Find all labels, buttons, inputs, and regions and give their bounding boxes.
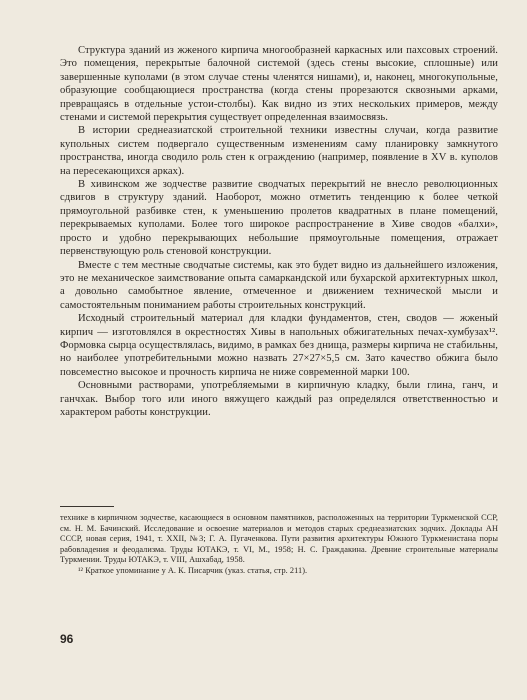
footnote-12: ¹² Краткое упоминание у А. К. Писарчик (указ. статья, стр. 211). [78,565,308,575]
paragraph: Структура зданий из жженого кирпича многообразней каркасных или пахсовых строений. Это помещения, перекрытые балочной системой (здесь стены высокие, сплошные) или завершенные куполами (в этом случае стены членятся нишами), и, наконец, многокупольные, образующие сообщающиеся пространства (когда стены прорезаются сквозными арками, превращаясь в отдельные устои-столбы). Как видно из этих нескольких примеров, между стенами и системой перекрытия существует определенная взаимосвязь. [60,45,498,124]
footnote-continuation: технике в кирпичном зодчестве, касающиеся в основном памятников, расположенных на территории Туркменской ССР, см. Н. М. Бачинский. Исследование и освоение материалов и методов старых среднеазиатских зодчих. Доклады АН СССР, новая серия, 1941, т. XXII, №3; Г. А. Пугаченкова. Пути развития архитектуры Южного Туркменистана поры рабовладения и феодализма. Труды ЮТАКЭ, т. VI, М., 1958; Н. С. Граждакина. Древние строительные материалы Туркмении. Труды ЮТАКЭ, т. VIII, Ашхабад, 1958. [60,513,498,565]
paragraph: Исходный строительный материал для кладки фундаментов, стен, сводов — жженый кирпич — изготовлялся в окрестностях Хивы в напольных обжигательных печах-хумбузах¹². Формовка сырца осуществлялась, видимо, в рамках без днища, размеры кирпича не стабильны, но наиболее употребительными можно назвать 27×27×5,5 см. Зато качество обжига было повсеместно высокое и прочность кирпича не ниже современной марки 100. [60,313,498,378]
footnote-divider [60,506,114,507]
paragraph: В истории среднеазиатской строительной техники известны случаи, когда развитие купольных систем подвергало существенным изменениям саму планировку замкнутого пространства, иногда сводило роль стен к ограждению (например, появление в XV в. куполов на пересекающихся арках). [60,125,498,177]
paragraph: Вместе с тем местные сводчатые системы, как это будет видно из дальнейшего изложения, это не механическое заимствование опыта самаркандской или бухарской архитектурных школ, а довольно самобытное явление, отмеченное и движением технической мысли и самостоятельным пониманием работы строительных конструкций. [60,259,498,311]
paragraph: В хивинском же зодчестве развитие сводчатых перекрытий не внесло революционных сдвигов в структуру зданий. Наоборот, можно отметить тенденцию к более четкой прямоугольной разбивке стен, к уменьшению пролетов квадратных в плане помещений, перекрываемых куполами. Более того широкое распространение в Хиве сводов «балхи», просто и удобно перекрывающих небольшие прямоугольные помещения, отражает первенствующую роль стеновой конструкции. [60,179,498,258]
paragraph: Основными растворами, употребляемыми в кирпичную кладку, были глина, ганч, и ганчхак. Выбор того или иного вяжущего каждый раз определялся ответственностью и характером работы конструкции. [60,380,498,418]
page-number: 96 [60,632,74,646]
body-text [60,44,498,419]
footnotes [60,513,498,577]
